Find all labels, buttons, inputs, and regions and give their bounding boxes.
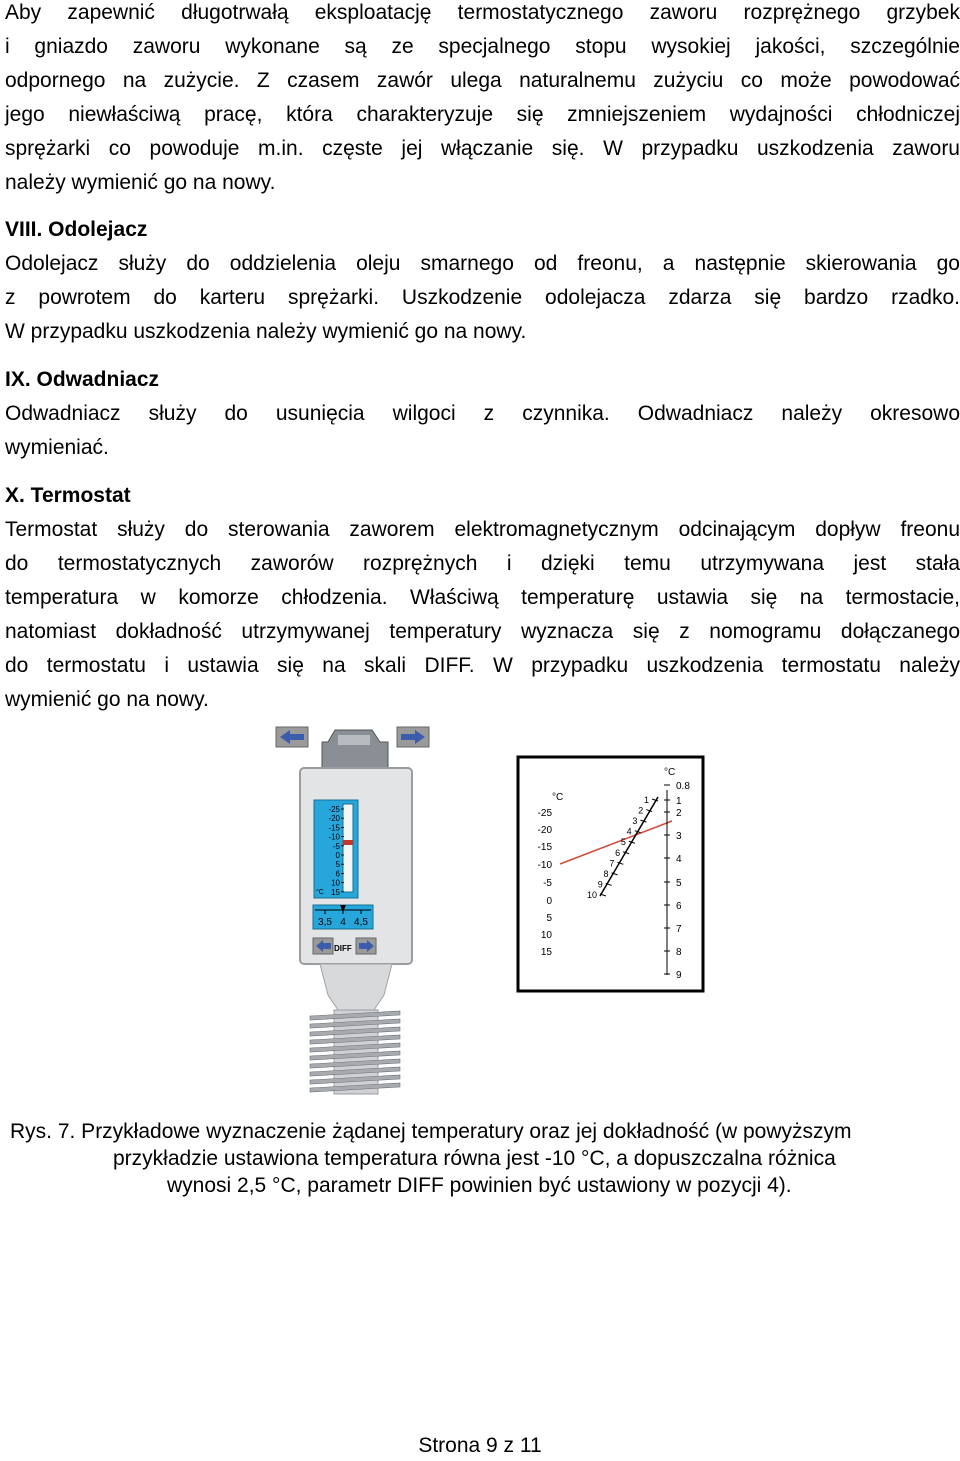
right-tick-label: 5 (676, 878, 682, 889)
range-tick-label: 5 (335, 860, 340, 870)
bellows (310, 1010, 400, 1094)
range-tick-label: -10 (328, 832, 340, 842)
right-tick-label: 9 (676, 970, 682, 981)
mid-tick-label: 8 (603, 868, 609, 879)
text-line: należy wymienić go na nowy. (5, 171, 276, 194)
right-tick-label: 0.8 (676, 781, 690, 792)
right-tick-label: 1 (676, 796, 682, 807)
text-line: do termostatycznych zaworów rozprężnych i dzięki temu utrzymywana jest stała (5, 552, 960, 575)
right-tick-label: 3 (676, 831, 682, 842)
mid-tick-label: 10 (586, 890, 597, 900)
thermostat-figure (0, 720, 960, 1110)
diff-tick-label: 4,5 (354, 917, 368, 928)
nomogram-right-unit: °C (664, 767, 676, 778)
right-tick-label: 2 (676, 808, 682, 819)
section-heading-odwadniacz: IX. Odwadniacz (5, 368, 160, 391)
range-tick-label: 10 (331, 878, 340, 888)
range-tick-label: -20 (328, 814, 340, 824)
text-line: temperatura w komorze chłodzenia. Właściwą temperaturę ustawia się na termostacie, (5, 586, 960, 609)
mid-tick-label: 2 (638, 805, 644, 816)
thermostat-neck (320, 964, 392, 1010)
knob-highlight (338, 735, 370, 745)
text-line: wymieniać. (5, 436, 109, 459)
right-tick-label: 6 (676, 901, 682, 912)
right-tick-label: 4 (676, 854, 682, 865)
section-paragraph-termostat (5, 513, 960, 717)
text-line: Odwadniacz służy do usunięcia wilgoci z czynnika. Odwadniacz należy okresowo (5, 402, 960, 425)
text-line: Odolejacz służy do oddzielenia oleju smarnego od freonu, a następnie skierowania go (5, 252, 960, 275)
mid-tick-label: 4 (626, 826, 632, 837)
left-tick-label: 0 (546, 896, 552, 907)
section-paragraph-odwadniacz (5, 397, 960, 465)
diff-tick-label: 4 (340, 917, 346, 928)
text-line: sprężarki co powoduje m.in. częste jej włączanie się. W przypadku uszkodzenia zaworu (5, 137, 960, 160)
range-tick-label: -25 (328, 805, 340, 814)
text-line: odpornego na zużycie. Z czasem zawór ulega naturalnemu zużyciu co może powodować (5, 69, 960, 92)
left-tick-label: -15 (537, 842, 552, 853)
left-tick-label: -5 (543, 878, 552, 889)
page-number: Strona 9 z 11 (418, 1434, 542, 1457)
nomogram (518, 757, 703, 991)
mid-tick-label: 3 (632, 816, 638, 827)
intro-paragraph (5, 0, 960, 200)
range-pointer (343, 840, 353, 845)
left-tick-label: -20 (537, 825, 552, 836)
thermostat-device (276, 727, 429, 1094)
section-heading-termostat: X. Termostat (5, 484, 131, 507)
mid-tick-label: 5 (620, 837, 626, 848)
mid-tick-label: 1 (643, 795, 649, 805)
right-tick-label: 7 (676, 924, 682, 935)
left-tick-label: 15 (540, 947, 552, 958)
figure-caption-line-3: wynosi 2,5 °C, parametr DIFF powinien być ustawiony w pozycji 4). (167, 1174, 792, 1197)
text-line: Aby zapewnić długotrwałą eksploatację termostatycznego zaworu rozprężnego grzybek (5, 1, 960, 24)
left-tick-label: 5 (546, 913, 552, 924)
mid-tick-label: 6 (615, 847, 621, 858)
nomogram-left-unit: °C (552, 792, 564, 803)
left-tick-label: 10 (540, 930, 552, 941)
mid-tick-label: 7 (609, 858, 615, 869)
range-tick-label: -15 (328, 823, 340, 833)
left-tick-label: -25 (537, 808, 552, 819)
range-tick-label: 15 (331, 887, 340, 897)
diff-tick-label: 3,5 (318, 917, 332, 928)
text-line: Termostat służy do sterowania zaworem elektromagnetycznym odcinającym dopływ freonu (5, 518, 960, 541)
text-line: z powrotem do karteru sprężarki. Uszkodzenie odolejacza zdarza się bardzo rzadko. (5, 286, 960, 309)
text-line: natomiast dokładność utrzymywanej temperatury wyznacza się z nomogramu dołączanego (5, 620, 960, 643)
figure-caption-line-2: przykładzie ustawiona temperatura równa jest -10 °C, a dopuszczalna różnica (113, 1147, 836, 1170)
left-tick-label: -10 (537, 860, 552, 871)
text-line: W przypadku uszkodzenia należy wymienić go na nowy. (5, 320, 527, 343)
right-tick-label: 8 (676, 947, 682, 958)
range-tick-label: 0 (335, 851, 340, 860)
text-line: jego niewłaściwą pracę, która charakteryzuje się zmniejszeniem wydajności chłodniczej (5, 103, 960, 126)
section-heading-odolejacz: VIII. Odolejacz (5, 218, 148, 241)
text-line: i gniazdo zaworu wykonane są ze specjalnego stopu wysokiej jakości, szczególnie (5, 35, 960, 58)
diff-label: DIFF (334, 944, 352, 953)
section-paragraph-odolejacz (5, 247, 960, 349)
range-slider-track (343, 804, 353, 892)
text-line: wymienić go na nowy. (5, 688, 209, 711)
range-unit: °C (316, 889, 324, 896)
figure-caption-line-1: Rys. 7. Przykładowe wyznaczenie żądanej temperatury oraz jej dokładność (w powyższym (10, 1120, 852, 1143)
range-tick-label: 6 (335, 869, 340, 879)
mid-tick-label: 9 (597, 879, 603, 890)
range-tick-label: -5 (332, 841, 340, 851)
text-line: do termostatu i ustawia się na skali DIFF. W przypadku uszkodzenia termostatu należy (5, 654, 960, 677)
